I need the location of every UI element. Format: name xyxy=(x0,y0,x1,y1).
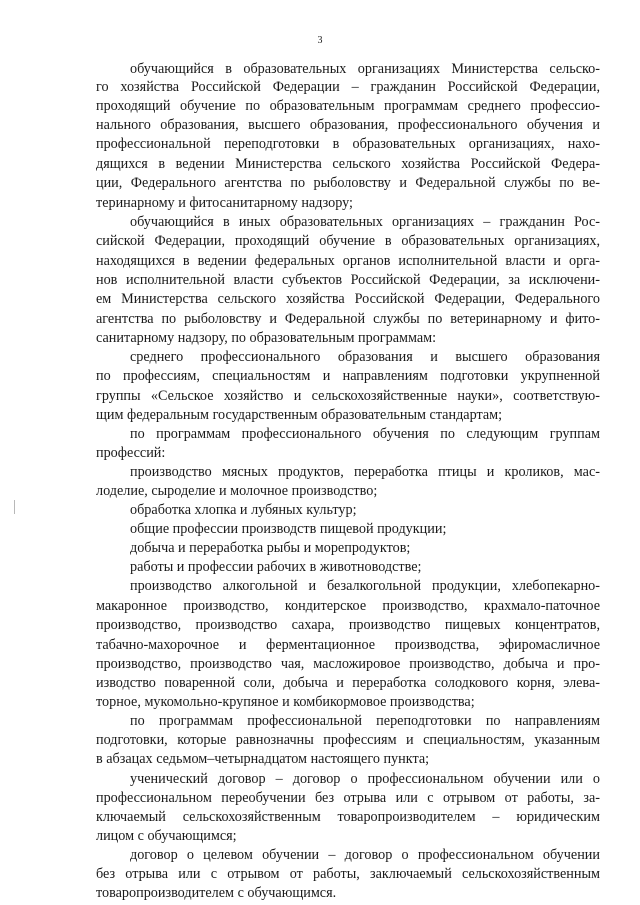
text-line: макаронное производство, кондитерское производство, крахмало-паточное xyxy=(96,598,600,614)
text-line: производство, производство сахара, производство пищевых концентратов, xyxy=(96,617,600,633)
text-line: профессиональном переобучении без отрыва или с отрывом от работы, за- xyxy=(96,790,600,806)
text-line: лицом с обучающимся; xyxy=(96,828,237,844)
text-line: проходящий обучение по образовательным программам среднего профессио- xyxy=(96,98,600,114)
text-line: обработка хлопка и лубяных культур; xyxy=(130,502,357,518)
text-line: торное, мукомольно-крупяное и комбикормовое производства; xyxy=(96,694,475,710)
text-line: обучающийся в образовательных организациях Министерства сельско- xyxy=(130,61,600,77)
text-line: общие профессии производств пищевой продукции; xyxy=(130,521,447,537)
text-line: производство алкогольной и безалкогольной продукции, хлебопекарно- xyxy=(130,578,600,594)
text-line: го хозяйства Российской Федерации – гражданин Российской Федерации, xyxy=(96,79,600,95)
text-line: табачно-махорочное и ферментационное производства, эфиромасличное xyxy=(96,637,600,653)
page-number: 3 xyxy=(317,35,323,46)
text-line: работы и профессии рабочих в животноводстве; xyxy=(130,559,422,575)
text-line: ключаемый сельскохозяйственным товаропроизводителем – юридическим xyxy=(96,809,600,825)
text-line: по программам профессиональной переподготовки по направлениям xyxy=(130,713,600,729)
text-line: договор о целевом обучении – договор о профессиональном обучении xyxy=(130,847,600,863)
text-line: профессиональной переподготовки в образовательных организациях, нахо- xyxy=(96,136,600,152)
text-line: без отрыва или с отрывом от работы, заключаемый сельскохозяйственным xyxy=(96,866,600,882)
text-line: профессий: xyxy=(96,445,166,461)
text-line: производство, производство чая, масложировое производство, добыча и про- xyxy=(96,656,600,672)
text-line: товаропроизводителем с обучающимся. xyxy=(96,885,337,901)
text-line: подготовки, которые равнозначны профессиям и специальностям, указанным xyxy=(96,732,600,748)
text-line: нов исполнительной власти субъектов Российской Федерации, за исключени- xyxy=(96,272,600,288)
text-line: санитарному надзору, по образовательным программам: xyxy=(96,330,437,346)
text-line: сийской Федерации, проходящий обучение в образовательных организациях, xyxy=(96,233,600,249)
text-line: дящихся в ведении Министерства сельского хозяйства Российской Федера- xyxy=(96,156,600,172)
text-line: изводство поваренной соли, добыча и переработка солодкового корня, элева- xyxy=(96,675,600,691)
text-line: ученический договор – договор о профессиональном обучении или о xyxy=(130,771,600,787)
text-line: лоделие, сыроделие и молочное производство; xyxy=(96,483,378,499)
text-line: нального образования, высшего образования, профессионального обучения и xyxy=(96,117,600,133)
text-line: среднего профессионального образования и высшего образования xyxy=(130,349,600,365)
text-line: щим федеральным государственным образовательным стандартам; xyxy=(96,407,503,423)
text-line: производство мясных продуктов, переработка птицы и кроликов, мас- xyxy=(130,464,600,480)
text-line: обучающийся в иных образовательных организациях – гражданин Рос- xyxy=(130,214,600,230)
text-line: добыча и переработка рыбы и морепродуктов; xyxy=(130,540,411,556)
text-line: находящихся в ведении федеральных органов исполнительной власти и орга- xyxy=(96,253,600,269)
text-line: агентства по рыболовству и Федеральной службы по ветеринарному и фито- xyxy=(96,311,600,327)
text-line: в абзацах седьмом–четырнадцатом настоящего пункта; xyxy=(96,751,430,767)
text-line: ции, Федерального агентства по рыболовству и Федеральной службы по ве- xyxy=(96,175,600,191)
text-line: по профессиям, специальностям и направлениям подготовки укрупненной xyxy=(96,368,600,384)
text-line: ем Министерства сельского хозяйства Российской Федерации, Федерального xyxy=(96,291,600,307)
text-line: по программам профессионального обучения по следующим группам xyxy=(130,426,600,442)
text-line: теринарному и фитосанитарному надзору; xyxy=(96,195,353,211)
text-line: группы «Сельское хозяйство и сельскохозяйственные науки», соответствую- xyxy=(96,388,600,404)
